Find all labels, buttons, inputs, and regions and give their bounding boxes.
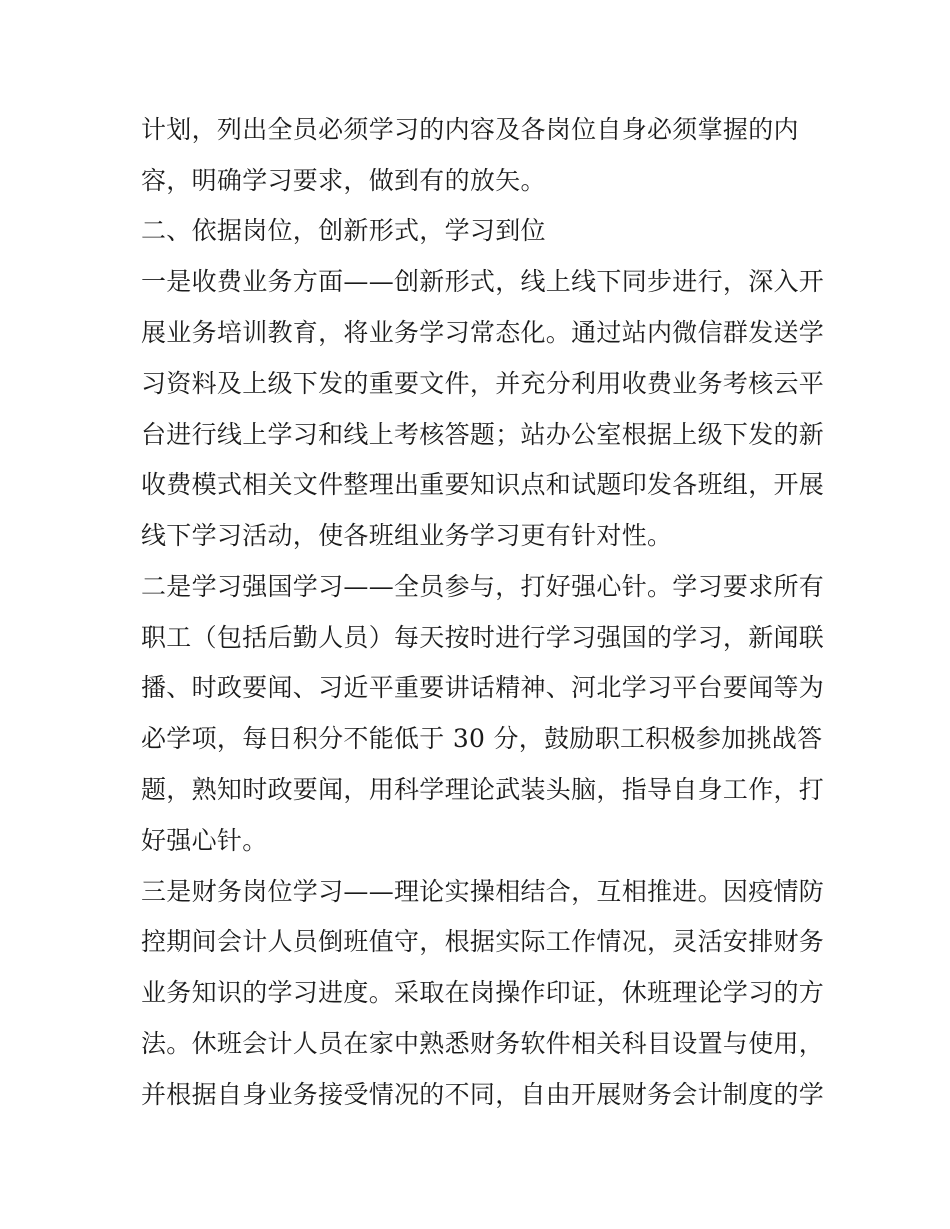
text-line: 业务知识的学习进度。采取在岗操作印证，休班理论学习的方: [141, 978, 825, 1007]
section-heading: 二、依据岗位，创新形式，学习到位: [141, 216, 546, 245]
text-line: 题，熟知时政要闻，用科学理论武装头脑，指导自身工作，打: [141, 775, 825, 804]
text-line: 控期间会计人员倒班值守，根据实际工作情况，灵活安排财务: [141, 927, 825, 956]
text-line: 播、时政要闻、习近平重要讲话精神、河北学习平台要闻等为: [141, 673, 825, 702]
text-line: 计划，列出全员必须学习的内容及各岗位自身必须掌握的内: [141, 115, 799, 144]
text-line: 一是收费业务方面——创新形式，线上线下同步进行，深入开: [141, 267, 825, 296]
text-line: 必学项，每日积分不能低于 30 分，鼓励职工积极参加挑战答: [141, 724, 823, 753]
text-line: 线下学习活动，使各班组业务学习更有针对性。: [141, 521, 673, 550]
text-line: 习资料及上级下发的重要文件，并充分利用收费业务考核云平: [141, 369, 825, 398]
text-line: 三是财务岗位学习——理论实操相结合，互相推进。因疫情防: [141, 877, 825, 906]
text-line: 容，明确学习要求，做到有的放矢。: [141, 166, 546, 195]
text-line: 并根据自身业务接受情况的不同，自由开展财务会计制度的学: [141, 1080, 825, 1109]
text-line: 好强心针。: [141, 826, 268, 855]
text-line: 台进行线上学习和线上考核答题；站办公室根据上级下发的新: [141, 420, 825, 449]
text-line: 法。休班会计人员在家中熟悉财务软件相关科目设置与使用，: [141, 1029, 825, 1058]
text-line: 二是学习强国学习——全员参与，打好强心针。学习要求所有: [141, 572, 825, 601]
text-line: 收费模式相关文件整理出重要知识点和试题印发各班组，开展: [141, 470, 825, 499]
text-line: 展业务培训教育，将业务学习常态化。通过站内微信群发送学: [141, 318, 825, 347]
text-line: 职工（包括后勤人员）每天按时进行学习强国的学习，新闻联: [141, 623, 825, 652]
